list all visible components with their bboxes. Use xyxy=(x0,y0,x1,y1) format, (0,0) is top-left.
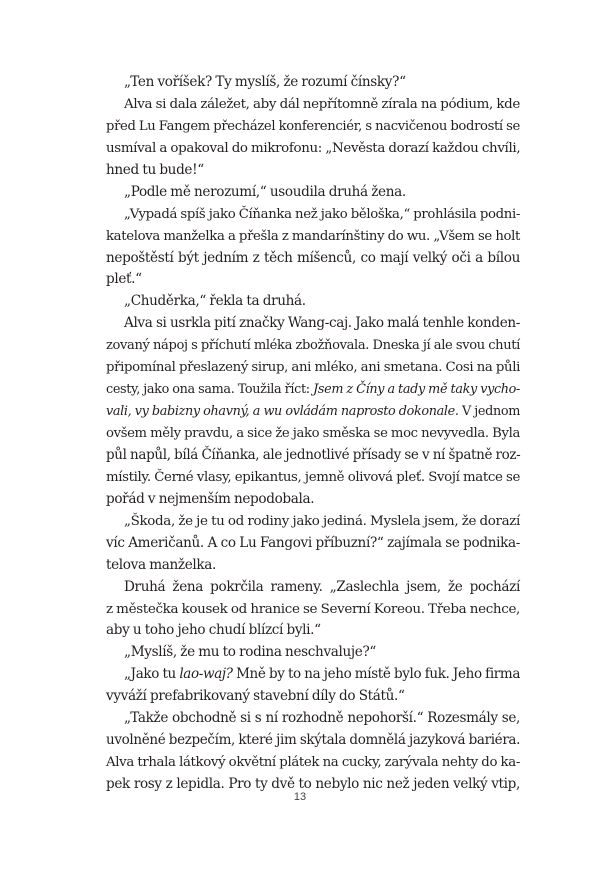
text-line: půl napůl, bílá Číňanka, ale jednotlivé přísady se v ní špatně roz- xyxy=(106,446,521,463)
page-number: 13 xyxy=(293,791,307,803)
text-line: pleť.“ xyxy=(106,271,142,288)
text-line: hned tu bude!“ xyxy=(106,161,204,178)
italic-run: Jsem z Číny a tady mě taky vycho- xyxy=(313,382,521,398)
text-line: připomínal přeslazený sirup, ani mléko, ani smetana. Cosi na půli xyxy=(106,360,520,376)
text-line: Alva si usrkla pití značky Wang-caj. Jako malá tenhle konden- xyxy=(124,315,520,332)
text-line: ovšem měly pravdu, a sice že jako směska se moc nevyvedla. Byla xyxy=(106,426,520,441)
text-line: telova manželka. xyxy=(106,556,217,573)
text-line: Alva si dala záležet, aby dál nepřítomně zírala na pódium, kde xyxy=(124,96,520,112)
italic-run: lao-waj? xyxy=(179,666,233,683)
text-line: katelova manželka a přešla z mandarínštiny do wu. „Všem se holt xyxy=(106,228,520,244)
text-line: Druhá žena pokrčila rameny. „Zaslechla jsem, že pochází xyxy=(124,578,520,595)
text-line: z městečka kousek od hranice se Severní Koreou. Třeba nechce, xyxy=(106,600,520,617)
text-run: „Jako tu xyxy=(124,666,180,683)
text-line: vyváží prefabrikovaný stavební díly do Států.“ xyxy=(106,688,405,705)
text-line: „Myslíš, že mu to rodina neschvaluje?“ xyxy=(124,644,377,661)
text-line xyxy=(106,379,520,401)
text-line: „Škoda, že je tu od rodiny jako jediná. Myslela jsem, že dorazí xyxy=(124,513,520,529)
text-run: cesty, jako ona sama. Toužila říct: xyxy=(106,382,314,398)
text-line: usmíval a opakoval do mikrofonu: „Nevěsta dorazí každou chvíli, xyxy=(106,140,521,156)
text-line: „Ten voříšek? Ty myslíš, že rozumí čínsky?“ xyxy=(124,74,406,90)
text-line xyxy=(106,401,520,423)
text-run: Mně by to na jeho místě bylo fuk. Jeho firma xyxy=(232,666,521,683)
text-line: nepoštěstí být jedním z těch míšenců, co mají velký oči a bílou xyxy=(106,249,520,266)
text-line: pořád v nejmenším nepodobala. xyxy=(106,490,315,507)
italic-run: vali, vy babizny ohavný, a wu ovládám naprosto dokonale. xyxy=(106,404,459,420)
text-line: před Lu Fangem přecházel konferenciér, s nacvičenou bodrostí se xyxy=(106,118,520,134)
text-line xyxy=(106,664,520,686)
text-line: „Chuděrka,“ řekla ta druhá. xyxy=(124,293,306,310)
text-line: víc Američanů. A co Lu Fangovi příbuzní?“ zajímala se podnika- xyxy=(106,534,520,551)
text-line: aby u toho jeho chudí blízcí byli.“ xyxy=(106,622,321,639)
text-line: pek rosy z lepidla. Pro ty dvě to nebylo nic než jeden velký vtip, xyxy=(106,776,520,792)
body-text xyxy=(106,72,520,796)
text-line: Alva trhala látkový okvětní plátek na cucky, zarývala nehty do ka- xyxy=(106,755,520,771)
text-line: uvolněné bezpečím, které jim skýtala domnělá jazyková bariéra. xyxy=(106,732,521,749)
text-line: „Takže obchodně si s ní rozhodně nepohorší.“ Rozesmály se, xyxy=(124,710,520,727)
text-line: místily. Černé vlasy, epikantus, jemně olivová pleť. Svojí matce se xyxy=(106,469,520,485)
text-run: V jednom xyxy=(458,404,521,420)
text-line: „Vypadá spíš jako Číňanka než jako běloška,“ prohlásila podni- xyxy=(124,206,520,222)
text-line: „Podle mě nerozumí,“ usoudila druhá žena. xyxy=(124,183,406,200)
text-line: zovaný nápoj s příchutí mléka zbožňovala. Dneska jí ale svou chutí xyxy=(106,338,520,354)
